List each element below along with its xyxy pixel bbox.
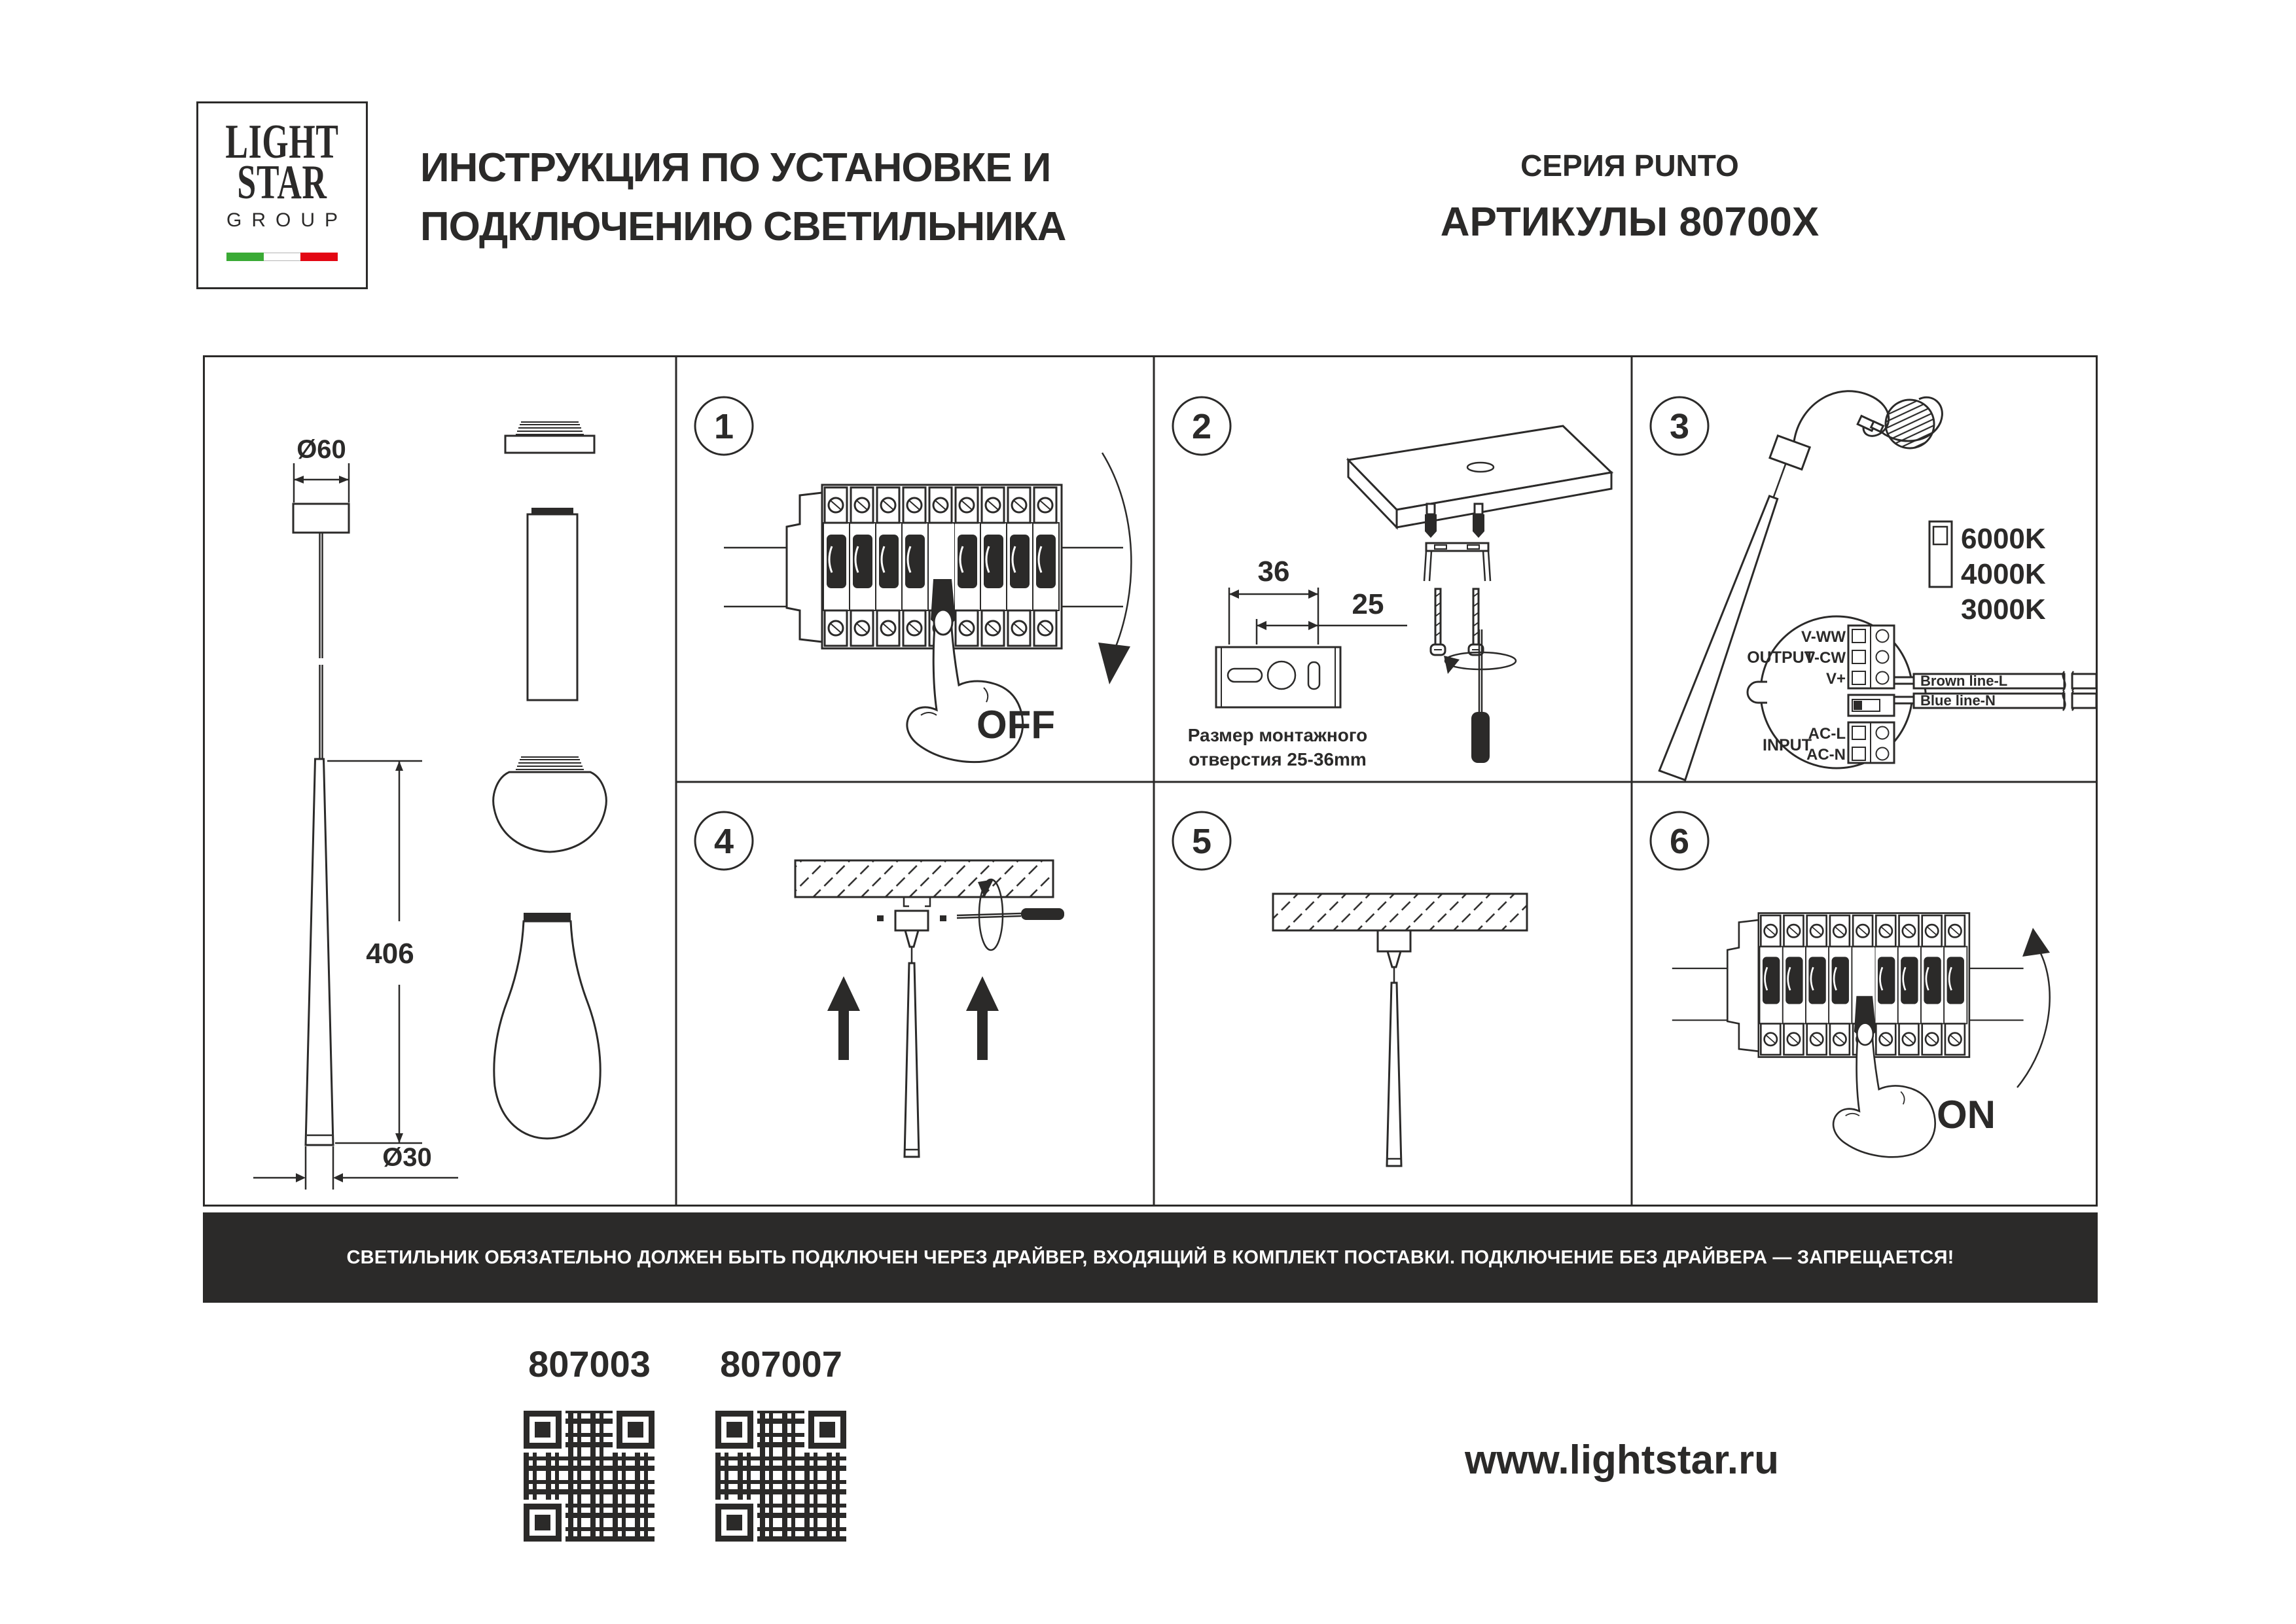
- accessory-tube: [528, 508, 577, 700]
- step-1-panel: [724, 453, 1131, 762]
- step-6-number: 6: [1669, 822, 1690, 861]
- temp-6000k-label: 6000K: [1961, 523, 2046, 555]
- step-3-panel: [1657, 391, 2096, 781]
- article-number-807007: 807007: [720, 1343, 842, 1385]
- hole-size-caption-1: Размер монтажного: [1187, 725, 1368, 745]
- wire-blue-label: Blue line-N: [1920, 692, 1996, 709]
- step-6-panel: [1672, 913, 2050, 1157]
- italy-flag-icon: [226, 253, 338, 261]
- circuit-breaker-icon: [724, 485, 1123, 762]
- terminal-acn-label: AC-N: [1806, 746, 1846, 764]
- logo-star: STAR: [237, 156, 327, 209]
- terminal-vplus-label: V+: [1825, 670, 1846, 688]
- arrow-down-curve: [1102, 453, 1131, 654]
- website-url: www.lightstar.ru: [1465, 1438, 1779, 1483]
- instruction-board: [203, 355, 2098, 1207]
- step-5-panel: [1273, 894, 1527, 1166]
- accessory-drop: [494, 913, 600, 1139]
- logo-group: GROUP: [226, 209, 348, 231]
- bracket-dimension-drawing: [1188, 556, 1407, 769]
- series-block: [1374, 148, 1885, 245]
- accessory-adapter: [505, 422, 594, 453]
- dim-height-label: 406: [366, 938, 414, 970]
- temp-4000k-label: 4000K: [1961, 558, 2046, 590]
- led-driver: [1747, 616, 1926, 768]
- article-number-807003: 807003: [528, 1343, 651, 1385]
- logo-light: LIGHT: [225, 115, 339, 169]
- product-dimensions-panel: [253, 422, 606, 1190]
- on-label: ON: [1937, 1093, 1996, 1137]
- step-3-number: 3: [1669, 407, 1690, 446]
- mounting-bracket: [1424, 543, 1490, 581]
- flag-red: [300, 253, 338, 261]
- screwdriver-icon: [1444, 629, 1516, 763]
- title-line-1: ИНСТРУКЦИЯ ПО УСТАНОВКЕ И: [420, 145, 1051, 190]
- hole-size-caption-2: отверстия 25-36mm: [1189, 749, 1367, 769]
- cable-coil-icon: [1886, 400, 1934, 448]
- dim-25-label: 25: [1352, 588, 1384, 620]
- step-2-number: 2: [1191, 407, 1212, 446]
- step-5-number: 5: [1191, 822, 1212, 861]
- grid: [204, 356, 2097, 1206]
- ceiling: [1273, 894, 1527, 930]
- qr-finder-icon: [524, 1504, 562, 1542]
- dim-canopy-label: Ø60: [296, 435, 346, 464]
- step-4-number: 4: [713, 822, 734, 861]
- warning-banner: [203, 1212, 2098, 1303]
- ceiling: [795, 860, 1053, 897]
- qr-code-807003: [520, 1407, 658, 1545]
- accessory-sphere: [493, 757, 607, 852]
- temp-3000k-label: 3000K: [1961, 593, 2046, 626]
- qr-pattern: [524, 1411, 655, 1542]
- dim-bottom-label: Ø30: [382, 1143, 432, 1172]
- series-name: СЕРИЯ PUNTO: [1520, 149, 1739, 183]
- arrow-up-curve: [2017, 946, 2050, 1087]
- articles-code: АРТИКУЛЫ 80700X: [1440, 200, 1820, 245]
- power-cord: [1794, 391, 1889, 442]
- input-label: INPUT: [1763, 736, 1812, 754]
- step-1-number: 1: [713, 407, 734, 446]
- dim-36-label: 36: [1257, 556, 1290, 588]
- color-temp-selector: [1929, 521, 2046, 626]
- lightstar-logo: [196, 101, 368, 289]
- qr-pattern: [715, 1411, 846, 1542]
- wire-brown-label: Brown line-L: [1920, 673, 2008, 689]
- off-label: OFF: [977, 703, 1055, 747]
- page-title: [420, 139, 1066, 256]
- step-4-panel: [795, 860, 1064, 1157]
- step-2-panel: [1188, 426, 1611, 769]
- screws: [1431, 589, 1483, 655]
- terminal-vww-label: V-WW: [1801, 628, 1846, 646]
- qr-finder-icon: [808, 1411, 846, 1449]
- qr-finder-icon: [715, 1504, 753, 1542]
- flag-white: [264, 253, 301, 261]
- title-line-2: ПОДКЛЮЧЕНИЮ СВЕТИЛЬНИКА: [420, 204, 1066, 249]
- output-label: OUTPUT: [1747, 648, 1814, 667]
- warning-text: СВЕТИЛЬНИК ОБЯЗАТЕЛЬНО ДОЛЖЕН БЫТЬ ПОДКЛЮЧЕН ЧЕРЕЗ ДРАЙВЕР, ВХОДЯЩИЙ В КОМПЛЕКТ ПОСТАВКИ. ПОДКЛЮЧЕНИЕ БЕЗ ДРАЙВЕРА — ЗАПРЕЩАЕТСЯ!: [346, 1246, 1954, 1268]
- qr-finder-icon: [617, 1411, 655, 1449]
- qr-code-807007: [711, 1407, 850, 1545]
- terminal-vcw-label: V-CW: [1804, 649, 1846, 667]
- qr-finder-icon: [715, 1411, 753, 1449]
- flag-green: [226, 253, 264, 261]
- qr-finder-icon: [524, 1411, 562, 1449]
- supply-wires: [1894, 671, 2096, 711]
- terminal-acl-label: AC-L: [1808, 725, 1846, 743]
